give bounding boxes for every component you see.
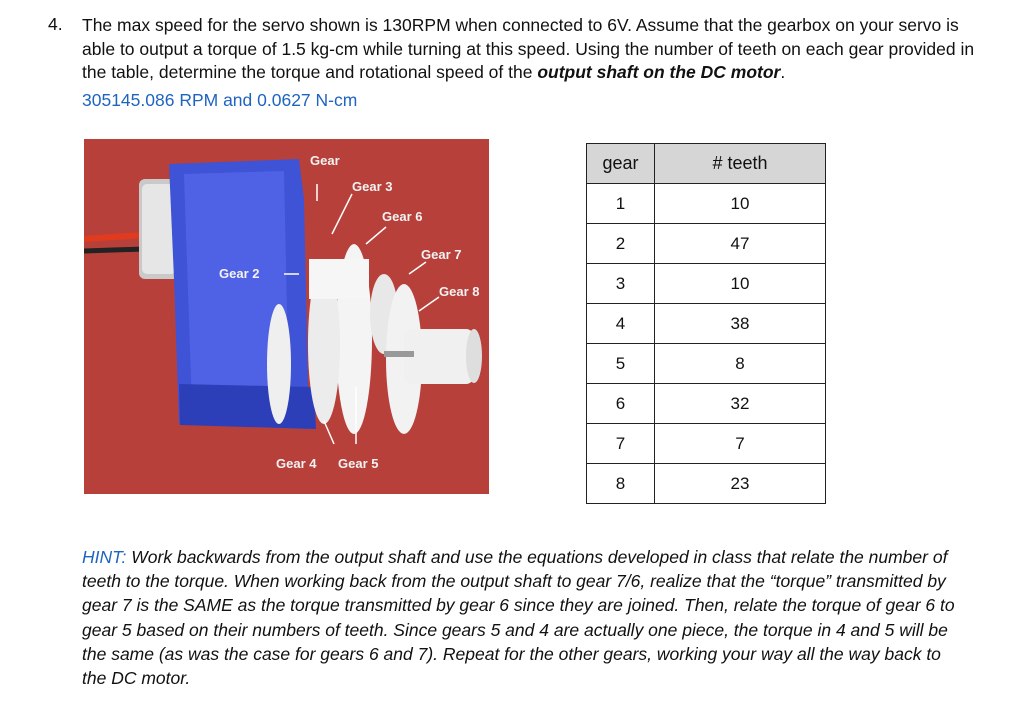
cell-teeth: 38 [655,304,826,344]
cell-teeth: 47 [655,224,826,264]
table-row [587,264,826,304]
table-row [587,304,826,344]
cell-teeth: 7 [655,424,826,464]
label-gear-7: Gear 7 [421,247,462,262]
question-emphasis: output shaft on the DC motor [537,62,781,82]
cell-gear: 5 [587,344,655,384]
table-row [587,424,826,464]
cell-gear: 3 [587,264,655,304]
label-gear-2: Gear 2 [219,266,260,281]
table-row [587,184,826,224]
table-row [587,224,826,264]
question-text [82,14,982,85]
label-gear: Gear [310,153,340,168]
table-row [587,344,826,384]
cell-teeth: 32 [655,384,826,424]
cell-gear: 7 [587,424,655,464]
answer-text: 305145.086 RPM and 0.0627 N-cm [82,90,358,110]
servo-illustration [84,139,489,494]
cell-gear: 8 [587,464,655,504]
question-text-end: . [780,62,786,82]
label-gear-3: Gear 3 [352,179,393,194]
cell-teeth: 10 [655,184,826,224]
cell-gear: 1 [587,184,655,224]
hint-label: HINT: [82,547,127,567]
cell-teeth: 8 [655,344,826,384]
label-gear-5: Gear 5 [338,456,379,471]
label-gear-6: Gear 6 [382,209,423,224]
label-gear-4: Gear 4 [276,456,317,471]
table-header-row [587,144,826,184]
cell-teeth: 23 [655,464,826,504]
question-text-main: The max speed for the servo shown is 130RPM when connected to 6V. Assume that the gearbox on your servo is able to output a torque of 1.5 kg-cm while turning at this speed. Using the number of teeth on each gear provided in the table, determine the torque and rotational speed of the [82,15,975,82]
cell-gear: 4 [587,304,655,344]
cell-teeth: 10 [655,264,826,304]
hint-paragraph [82,545,962,690]
servo-gearbox-photo [84,139,489,494]
hint-text: Work backwards from the output shaft and use the equations developed in class that relate the number of teeth to the torque. When working back from the output shaft to gear 7/6, realize that the “torque” transmitted by gear 7 is the SAME as the torque transmitted by gear 6 since they are joined. Then, relate the torque of gear 6 to gear 5 based on their numbers of teeth. Since gears 5 and 4 are actually one piece, the torque in 4 and 5 will be the same (as was the case for gears 6 and 7). Repeat for the other gears, working your way all the way back to the DC motor. [82,547,955,689]
cell-gear: 6 [587,384,655,424]
header-teeth: # teeth [655,144,826,184]
header-gear: gear [587,144,655,184]
gear-teeth-table [586,143,826,504]
cell-gear: 2 [587,224,655,264]
question-number: 4. [48,14,63,34]
label-gear-8: Gear 8 [439,284,480,299]
table-row [587,384,826,424]
table-row [587,464,826,504]
